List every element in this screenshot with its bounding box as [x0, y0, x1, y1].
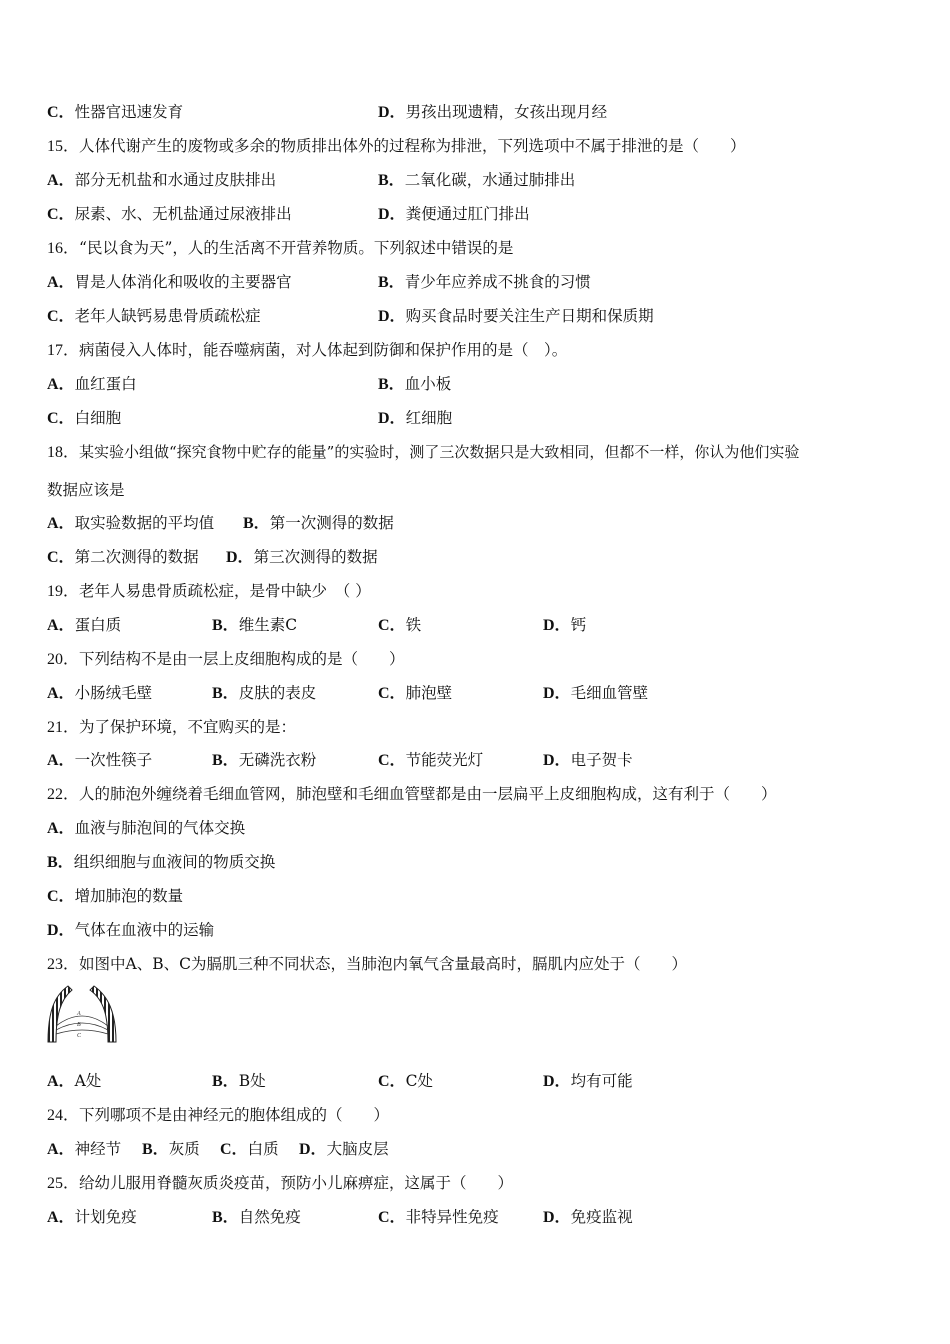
option-key: D．	[543, 752, 571, 769]
option-text: 计划免疫	[74, 1208, 137, 1226]
question-number: 16．	[47, 240, 80, 257]
option-key: C．	[47, 308, 75, 325]
option-key: C．	[378, 1073, 406, 1090]
option-key: B．	[212, 1073, 239, 1090]
diaphragm-curve-c	[56, 1030, 108, 1034]
question-text: 如图中A、B、C为膈肌三种不同状态，当肺泡内氧气含量最高时，膈肌内应处于（ ）	[79, 955, 687, 973]
question-number: 21．	[47, 719, 80, 736]
option-text: 铁	[405, 616, 422, 634]
diagram-label-b: B	[77, 1022, 81, 1028]
diagram-label-a: A	[77, 1011, 81, 1017]
q15-option-a	[47, 170, 276, 191]
option-text: 部分无机盐和水通过皮肤排出	[74, 171, 277, 189]
option-key: D．	[378, 410, 406, 427]
option-key: D．	[378, 308, 406, 325]
question-text: 下列结构不是由一层上皮细胞构成的是（ ）	[79, 650, 405, 668]
left-rib-wall	[48, 986, 72, 1042]
q22-option-b	[47, 852, 275, 873]
q21-option-c	[378, 750, 483, 771]
option-text: 二氧化碳，水通过肺排出	[404, 171, 576, 189]
option-text: 大脑皮层	[326, 1140, 389, 1158]
question-number: 22．	[47, 786, 80, 803]
option-text: 青少年应养成不挑食的习惯	[404, 273, 591, 291]
q25-option-c	[378, 1207, 499, 1228]
option-text: 增加肺泡的数量	[74, 887, 184, 905]
option-text: 节能荧光灯	[405, 751, 484, 769]
option-key: A．	[47, 1141, 75, 1158]
q14-option-c	[47, 102, 183, 123]
diaphragm-diagram	[44, 984, 120, 1046]
q16-option-b	[378, 272, 591, 293]
q17-stem	[47, 340, 567, 361]
option-text: 电子贺卡	[570, 751, 633, 769]
option-key: B．	[212, 1209, 239, 1226]
q17-option-a	[47, 374, 137, 395]
option-text: 毛细血管壁	[570, 684, 649, 702]
question-text: 人体代谢产生的废物或多余的物质排出体外的过程称为排泄，下列选项中不属于排泄的是（ ）	[79, 137, 746, 155]
q19-stem	[47, 581, 371, 602]
option-key: B．	[243, 515, 270, 532]
option-text: B处	[238, 1072, 266, 1090]
option-key: C．	[47, 104, 75, 121]
q25-stem	[47, 1173, 513, 1194]
option-text: 小肠绒毛壁	[74, 684, 153, 702]
option-key: B．	[47, 854, 74, 871]
q23-option-b	[212, 1071, 266, 1092]
option-text: 钙	[570, 616, 587, 634]
question-number: 15．	[47, 138, 80, 155]
q21-option-a	[47, 750, 152, 771]
q17-option-d	[378, 408, 452, 429]
q22-option-d	[47, 920, 214, 941]
option-text: 一次性筷子	[74, 751, 153, 769]
option-key: C．	[378, 752, 406, 769]
question-number: 20．	[47, 651, 80, 668]
q19-option-b	[212, 615, 297, 636]
q22-stem	[47, 784, 777, 805]
q21-option-b	[212, 750, 316, 771]
q15-stem	[47, 136, 746, 157]
option-key: B．	[378, 376, 405, 393]
q24-option-b	[142, 1139, 200, 1160]
q16-stem	[47, 238, 513, 259]
right-rib-wall	[90, 986, 116, 1042]
option-key: C．	[378, 617, 406, 634]
q16-option-a	[47, 272, 292, 293]
option-text: 蛋白质	[74, 616, 122, 634]
option-key: C．	[47, 888, 75, 905]
q18-option-c	[47, 547, 199, 568]
option-text: 非特异性免疫	[405, 1208, 499, 1226]
option-text: C处	[405, 1072, 433, 1090]
option-key: D．	[543, 1073, 571, 1090]
q20-option-c	[378, 683, 452, 704]
q25-option-a	[47, 1207, 137, 1228]
option-key: A．	[47, 685, 75, 702]
question-text: 下列哪项不是由神经元的胞体组成的（ ）	[79, 1106, 390, 1124]
option-key: C．	[378, 685, 406, 702]
option-text: 男孩出现遗精，女孩出现月经	[405, 103, 608, 121]
option-key: A．	[47, 752, 75, 769]
option-key: D．	[378, 206, 406, 223]
q14-option-d	[378, 102, 607, 123]
option-key: B．	[212, 617, 239, 634]
q19-option-a	[47, 615, 121, 636]
option-text: 无磷洗衣粉	[238, 751, 317, 769]
option-text: 维生素C	[238, 616, 298, 634]
q24-stem	[47, 1105, 389, 1126]
q23-option-a	[47, 1071, 101, 1092]
option-text: 性器官迅速发育	[74, 103, 184, 121]
q18-stem-line2	[47, 480, 125, 500]
option-key: A．	[47, 515, 75, 532]
option-key: B．	[212, 685, 239, 702]
option-text: 自然免疫	[238, 1208, 301, 1226]
option-key: C．	[47, 549, 75, 566]
q16-option-c	[47, 306, 261, 327]
option-key: D．	[226, 549, 254, 566]
option-key: B．	[142, 1141, 169, 1158]
option-text: 购买食品时要关注生产日期和保质期	[405, 307, 654, 325]
option-text: 取实验数据的平均值	[74, 514, 215, 532]
option-text: 均有可能	[570, 1072, 633, 1090]
q25-option-d	[543, 1207, 633, 1228]
option-text: 红细胞	[405, 409, 453, 427]
q25-option-b	[212, 1207, 301, 1228]
option-text: 第一次测得的数据	[269, 514, 394, 532]
question-number: 25．	[47, 1175, 80, 1192]
option-text: 气体在血液中的运输	[74, 921, 215, 939]
option-text: 组织细胞与血液间的物质交换	[73, 853, 276, 871]
diaphragm-curve-a	[56, 1016, 108, 1026]
option-key: A．	[47, 617, 75, 634]
q15-option-b	[378, 170, 575, 191]
diaphragm-curve-b	[56, 1023, 108, 1030]
option-text: 粪便通过肛门排出	[405, 205, 530, 223]
q19-option-c	[378, 615, 421, 636]
option-key: D．	[543, 617, 571, 634]
q19-option-d	[543, 615, 586, 636]
question-number: 24．	[47, 1107, 80, 1124]
q18-stem-line1	[47, 442, 799, 463]
q16-option-d	[378, 306, 654, 327]
q23-option-c	[378, 1071, 433, 1092]
q15-option-d	[378, 204, 530, 225]
option-text: 免疫监视	[570, 1208, 633, 1226]
option-key: D．	[299, 1141, 327, 1158]
option-key: D．	[378, 104, 406, 121]
option-text: 尿素、水、无机盐通过尿液排出	[74, 205, 292, 223]
option-key: A．	[47, 274, 75, 291]
option-text: 第三次测得的数据	[253, 548, 378, 566]
option-text: 神经节	[74, 1140, 122, 1158]
q15-option-c	[47, 204, 292, 225]
question-text: 数据应该是	[47, 481, 125, 499]
option-key: D．	[543, 1209, 571, 1226]
question-number: 23．	[47, 956, 80, 973]
option-text: 皮肤的表皮	[238, 684, 317, 702]
q22-option-a	[47, 818, 245, 839]
q23-stem	[47, 954, 687, 975]
q18-option-b	[243, 513, 394, 534]
option-key: B．	[378, 172, 405, 189]
q20-option-b	[212, 683, 316, 704]
question-text: 某实验小组做“探究食物中贮存的能量”的实验时，测了三次数据只是大致相同，但都不一样，你认为他们实验	[79, 443, 800, 461]
q20-option-d	[543, 683, 648, 704]
q18-option-d	[226, 547, 378, 568]
q24-option-d	[299, 1139, 389, 1160]
option-key: B．	[212, 752, 239, 769]
q20-option-a	[47, 683, 152, 704]
q23-option-d	[543, 1071, 633, 1092]
option-key: A．	[47, 376, 75, 393]
question-number: 19．	[47, 583, 80, 600]
question-number: 17．	[47, 342, 80, 359]
question-number: 18．	[47, 444, 80, 461]
option-key: A．	[47, 1209, 75, 1226]
option-key: A．	[47, 172, 75, 189]
option-key: C．	[47, 410, 75, 427]
option-key: C．	[378, 1209, 406, 1226]
option-text: 灰质	[168, 1140, 200, 1158]
option-text: 血红蛋白	[74, 375, 137, 393]
option-text: 白质	[247, 1140, 279, 1158]
q18-option-a	[47, 513, 214, 534]
option-text: 第二次测得的数据	[74, 548, 199, 566]
question-text: 为了保护环境，不宜购买的是：	[79, 718, 297, 736]
q20-stem	[47, 649, 405, 670]
option-text: 血小板	[404, 375, 452, 393]
question-text: 人的肺泡外缠绕着毛细血管网，肺泡壁和毛细血管壁都是由一层扁平上皮细胞构成，这有利于（ ）	[79, 785, 777, 803]
q22-option-c	[47, 886, 183, 907]
option-key: D．	[543, 685, 571, 702]
question-text: 老年人易患骨质疏松症，是骨中缺少 （ ）	[79, 582, 371, 600]
diagram-label-c: C	[77, 1033, 82, 1039]
option-text: 胃是人体消化和吸收的主要器官	[74, 273, 292, 291]
question-text: 病菌侵入人体时，能吞噬病菌，对人体起到防御和保护作用的是（ ）。	[79, 341, 568, 359]
option-key: C．	[220, 1141, 248, 1158]
option-text: 肺泡壁	[405, 684, 453, 702]
option-text: 老年人缺钙易患骨质疏松症	[74, 307, 261, 325]
option-key: A．	[47, 1073, 75, 1090]
question-text: “民以食为天”，人的生活离不开营养物质。下列叙述中错误的是	[79, 239, 514, 257]
option-text: 白细胞	[74, 409, 122, 427]
q24-option-a	[47, 1139, 121, 1160]
option-key: A．	[47, 820, 75, 837]
option-text: 血液与肺泡间的气体交换	[74, 819, 246, 837]
option-text: A处	[74, 1072, 102, 1090]
q21-stem	[47, 717, 296, 738]
question-text: 给幼儿服用脊髓灰质炎疫苗，预防小儿麻痹症，这属于（ ）	[79, 1174, 514, 1192]
q21-option-d	[543, 750, 633, 771]
q17-option-c	[47, 408, 121, 429]
q24-option-c	[220, 1139, 279, 1160]
option-key: C．	[47, 206, 75, 223]
option-key: B．	[378, 274, 405, 291]
option-key: D．	[47, 922, 75, 939]
q17-option-b	[378, 374, 451, 395]
